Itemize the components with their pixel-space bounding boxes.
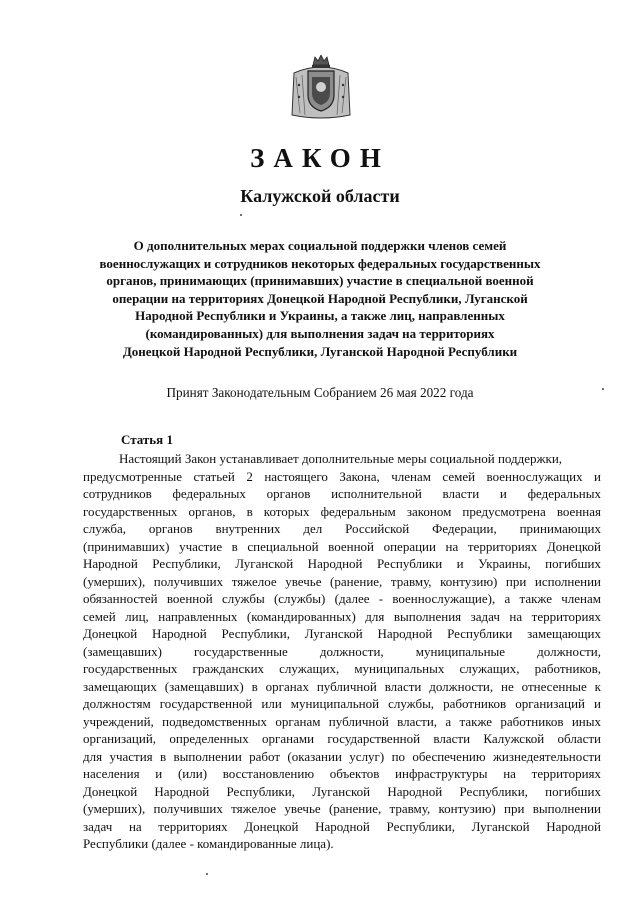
body-line: для участия в выполнении работ (оказании услуг) по обеспечению жизнедеятельности [83,748,601,764]
body-line: обязанностей военной службы (службы) (далее - военнослужащие), а также членам [83,591,601,606]
body-line: задач на территориях Донецкой Народной Республики, Луганской Народной [83,818,601,834]
body-line: (умерших), получивших тяжелое увечье (ранение, травму, контузию) при исполнении [83,573,601,589]
body-line: Республики (далее - командированные лица). [83,836,334,851]
body-line: (умерших), получивших тяжелое увечье (ранение, травму, контузию) при выполнении [83,801,601,816]
article-body [83,450,601,853]
body-line: служба, органов внутренних дел Российской Федерации, принимающих [83,521,601,536]
coat-of-arms-icon [290,55,352,121]
body-line: государственных органов, в которых федеральным законом предусмотрена военная [83,503,601,519]
body-line: сотрудников федеральных органов исполнительной власти и федеральных [83,486,601,501]
law-title: ЗАКОН [250,143,390,173]
subject-line: операции на территориях Донецкой Народной Республики, Луганской [112,290,528,306]
body-line: Донецкой Народной Республики, Луганской Народной Республики замещающих [83,626,601,641]
body-line: организаций, определенных органами государственной власти Калужской области [83,731,601,746]
body-line: должностям государственной или муниципальной службы, работников организаций и [83,696,601,711]
body-line: (принимавших) участие в специальной военной операции на территориях Донецкой [83,538,601,554]
subject-line: (командированных) для выполнения задач на территориях [145,325,495,341]
body-line: предусмотренные статьей 2 настоящего Закона, членам семей военнослужащих и [83,468,601,484]
subject-line: О дополнительных мерах социальной поддержки членов семей [133,238,507,253]
body-line: Народной Республики, Луганской Народной Республики и Украины, погибших [83,556,601,571]
subject-line: военнослужащих и сотрудников некоторых федеральных государственных [99,255,541,271]
body-line: семей лиц, направленных (командированных) для выполнения задач на территориях [83,608,601,624]
law-subject [60,237,580,360]
scan-speck [602,388,604,390]
article-heading: Статья 1 [121,432,173,447]
body-line: замещающих (замещавших) в органах публичной власти должности, не отнесенные к [83,678,601,694]
region-name: Калужской области [240,186,400,206]
body-line: учреждений, подведомственных органам публичной власти, а также работников иных [83,713,601,729]
subject-line: Народной Республики и Украины, а также лиц, направленных [135,308,505,324]
body-line: населения и (или) восстановлению объектов инфраструктуры на территориях [83,766,601,781]
scan-speck [240,214,242,216]
subject-line: органов, принимающих (принимавших) участие в специальной военной [106,273,534,289]
body-line: государственных гражданских служащих, муниципальных служащих, работников, [83,661,601,676]
body-line: Донецкой Народной Республики, Луганской Народной Республики, погибших [83,783,601,799]
scan-speck [206,873,208,875]
adoption-date: Принят Законодательным Собранием 26 мая 2022 года [166,385,474,400]
subject-line: Донецкой Народной Республики, Луганской Народной Республики [122,343,518,359]
body-line: Настоящий Закон устанавливает дополнительные меры социальной поддержки, [119,451,563,466]
body-line: (замещавших) государственные должности, муниципальные должности, [83,643,601,659]
